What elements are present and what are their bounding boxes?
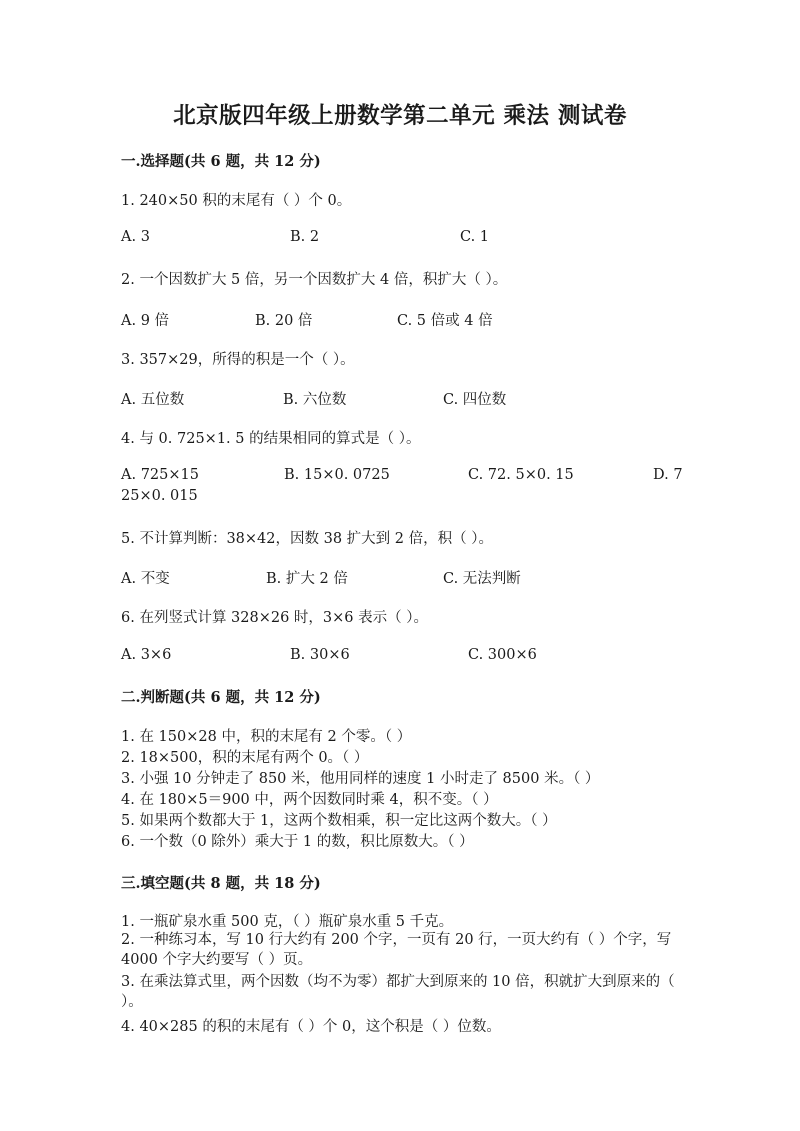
question-stem: 2. 一个因数扩大 5 倍，另一个因数扩大 4 倍，积扩大（ ）。 xyxy=(121,272,508,288)
option: B. 20 倍 xyxy=(255,313,313,329)
fill-item: 3. 在乘法算式里，两个因数（均不为零）都扩大到原来的 10 倍，积就扩大到原来的（ ）。 xyxy=(121,974,675,1010)
option: D. 7 xyxy=(653,467,683,483)
option: C. 无法判断 xyxy=(443,571,521,587)
section-heading-choice: 一.选择题(共 6 题，共 12 分) xyxy=(121,153,321,170)
judgement-item: 5. 如果两个数都大于 1，这两个数相乘，积一定比这两个数大。（ ） xyxy=(121,813,557,829)
option: B. 15×0. 0725 xyxy=(284,467,390,483)
page-title: 北京版四年级上册数学第二单元 乘法 测试卷 xyxy=(173,103,627,129)
question-stem: 5. 不计算判断：38×42，因数 38 扩大到 2 倍，积（ ）。 xyxy=(121,531,493,547)
judgement-item: 3. 小强 10 分钟走了 850 米，他用同样的速度 1 小时走了 8500 米。（ ） xyxy=(121,771,600,787)
option: A. 725×15 xyxy=(121,467,199,483)
question-stem: 1. 240×50 积的末尾有（ ）个 0。 xyxy=(121,193,352,209)
option-continuation: 25×0. 015 xyxy=(121,488,198,504)
option: A. 9 倍 xyxy=(121,313,170,329)
question-stem: 6. 在列竖式计算 328×26 时，3×6 表示（ ）。 xyxy=(121,610,429,626)
judgement-item: 1. 在 150×28 中，积的末尾有 2 个零。（ ） xyxy=(121,729,412,745)
judgement-item: 4. 在 180×5＝900 中，两个因数同时乘 4，积不变。（ ） xyxy=(121,792,498,808)
option: C. 1 xyxy=(460,229,490,245)
question-stem: 4. 与 0. 725×1. 5 的结果相同的算式是（ ）。 xyxy=(121,431,421,447)
fill-item: 4. 40×285 的积的末尾有（ ）个 0，这个积是（ ）位数。 xyxy=(121,1019,501,1035)
option: B. 2 xyxy=(290,229,320,245)
option: A. 五位数 xyxy=(121,392,185,408)
option: C. 四位数 xyxy=(443,392,507,408)
option: A. 3×6 xyxy=(121,647,172,663)
fill-item: 1. 一瓶矿泉水重 500 克，（ ）瓶矿泉水重 5 千克。 xyxy=(121,914,454,930)
fill-item: 2. 一种练习本，写 10 行大约有 200 个字，一页有 20 行，一页大约有（ ）个字，写 4000 个字大约要写（ ）页。 xyxy=(121,932,672,968)
option: B. 30×6 xyxy=(290,647,350,663)
question-stem: 3. 357×29，所得的积是一个（ ）。 xyxy=(121,352,355,368)
section-heading-fill-in: 三.填空题(共 8 题，共 18 分) xyxy=(121,875,321,892)
judgement-item: 6. 一个数（0 除外）乘大于 1 的数，积比原数大。（ ） xyxy=(121,834,474,850)
option: C. 5 倍或 4 倍 xyxy=(397,313,493,329)
option: B. 扩大 2 倍 xyxy=(266,571,348,587)
option: C. 300×6 xyxy=(468,647,537,663)
option: A. 3 xyxy=(121,229,150,245)
judgement-item: 2. 18×500，积的末尾有两个 0。（ ） xyxy=(121,750,369,766)
section-heading-judgement: 二.判断题(共 6 题，共 12 分) xyxy=(121,689,321,706)
option: B. 六位数 xyxy=(283,392,347,408)
option: C. 72. 5×0. 15 xyxy=(468,467,574,483)
option: A. 不变 xyxy=(121,571,170,587)
